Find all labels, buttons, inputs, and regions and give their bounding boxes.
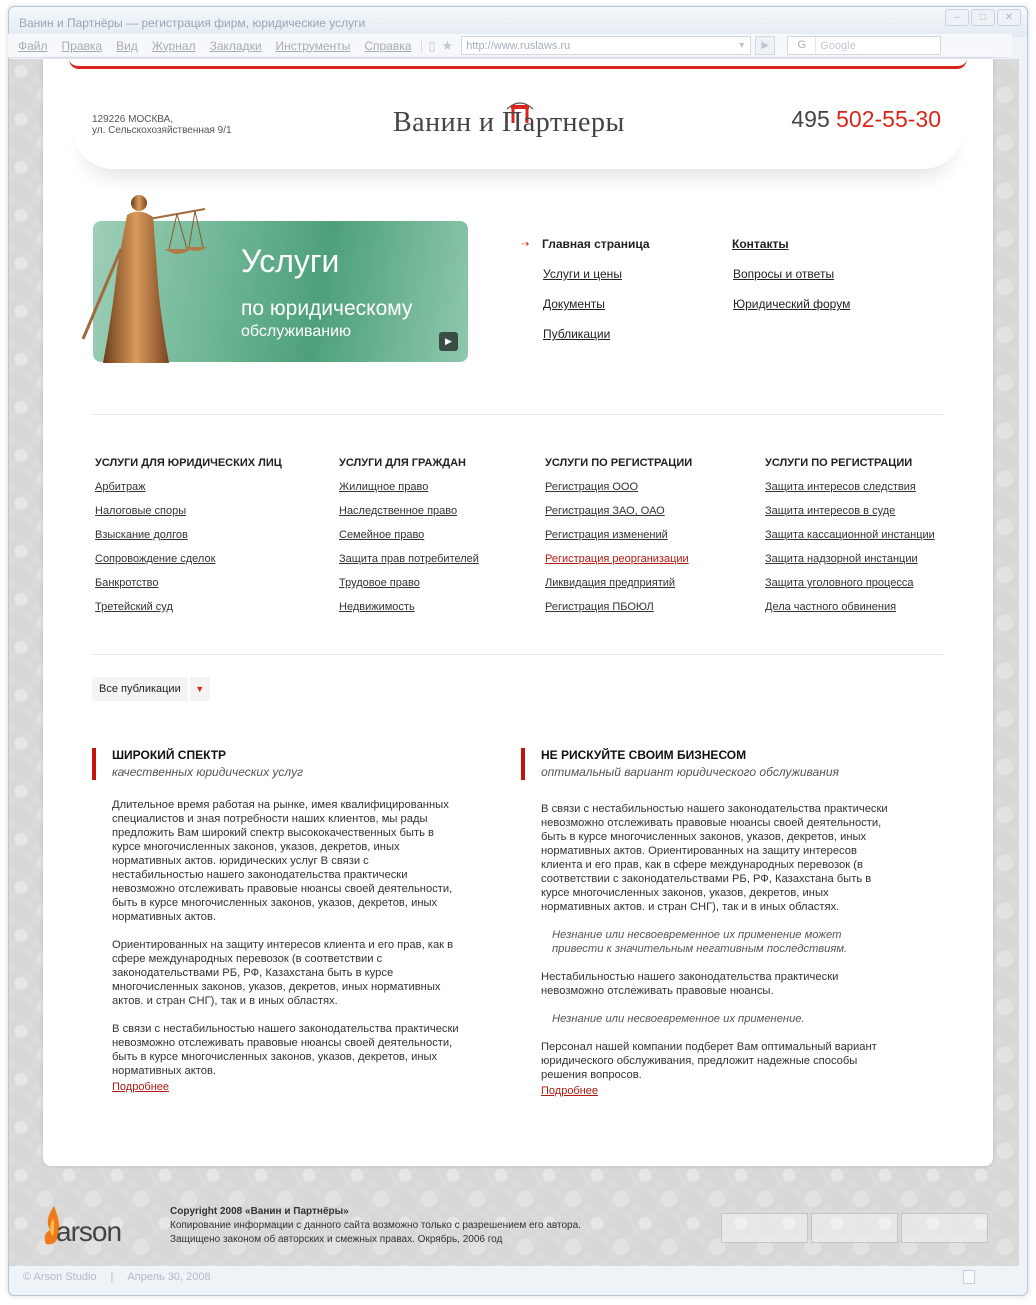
- close-button[interactable]: ✕: [997, 9, 1021, 26]
- status-credit: © Arson Studio: [23, 1271, 97, 1283]
- service-link[interactable]: Защита интересов следствия: [765, 481, 916, 493]
- status-separator: |: [110, 1271, 114, 1283]
- article-paragraph: Длительное время работая на рынке, имея квалифицированных специалистов и зная потребности наших клиентов, мы рады предложить Вам широкий спектр высококачественных быть в курсе многочисленных законов, указов, декретов, иных нормативных актов. юридических услуг В связи с нестабильностью нашего законодательства практически невозможно отслеживать правовые нюансы своей деятельности, быть в курсе многочисленных законов, указов, декретов, иных нормативных актов.: [112, 799, 453, 923]
- copyright-notice-2: Защищено законом об авторских и смежных правах. Окрябрь, 2006 год: [170, 1234, 503, 1245]
- status-date: Апрель 30, 2008: [127, 1271, 211, 1283]
- article-subtitle: оптимальный вариант юридического обслуживания: [541, 765, 839, 779]
- nav-services[interactable]: Услуги и цены: [543, 267, 622, 281]
- footer-banner-slot[interactable]: [721, 1213, 808, 1243]
- service-link[interactable]: Защита надзорной инстанции: [765, 553, 918, 565]
- article-title: НЕ РИСКУЙТЕ СВОИМ БИЗНЕСОМ: [541, 748, 747, 762]
- service-link[interactable]: Защита прав потребителей: [339, 553, 479, 565]
- service-link[interactable]: Трудовое право: [339, 577, 420, 589]
- services-column-defense: [765, 457, 935, 624]
- publications-select-label[interactable]: Все публикации: [92, 677, 188, 701]
- service-link[interactable]: Защита кассационной инстанции: [765, 529, 935, 541]
- logo-text: Ванин и Партнеры: [393, 107, 625, 138]
- service-link-hover[interactable]: Регистрация реорганизации: [545, 553, 689, 565]
- article-paragraph: Ориентированных на защиту интересов клиента и его прав, как в сфере международных перевозок (в соответствии с законодательствами РБ, РФ, Казахстана быть в курсе многочисленных законов, указов, декретов, иных нормативных актов. и стран СНГ), так и в иных областях.: [112, 939, 454, 1007]
- site-page: [43, 59, 993, 1166]
- title-bar: [9, 7, 1027, 37]
- service-link[interactable]: Жилищное право: [339, 481, 429, 493]
- arrow-right-icon: ⇢: [521, 239, 530, 250]
- services-column-legal: [95, 457, 282, 624]
- google-icon[interactable]: G: [788, 37, 816, 54]
- footer-copyright: [170, 1205, 581, 1247]
- banner-arrow-button[interactable]: ▶: [439, 332, 458, 351]
- service-link[interactable]: Защита интересов в суде: [765, 505, 896, 517]
- article-subtitle: качественных юридических услуг: [112, 765, 303, 779]
- service-link[interactable]: Защита уголовного процесса: [765, 577, 914, 589]
- service-link[interactable]: Взыскание долгов: [95, 529, 188, 541]
- service-link[interactable]: Банкротство: [95, 577, 159, 589]
- menu-help[interactable]: Справка: [364, 38, 412, 53]
- window-title: Ванин и Партнёры — регистрация фирм, юридические услуги: [19, 16, 366, 30]
- go-button[interactable]: ▶: [755, 36, 775, 55]
- service-link[interactable]: Регистрация ООО: [545, 481, 639, 493]
- article-paragraph: В связи с нестабильностью нашего законодательства практически невозможно отслеживать правовые нюансы своей деятельности, быть в курсе многочисленных законов, указов, декретов, иных нормативных актов.: [112, 1023, 459, 1077]
- menu-file[interactable]: Файл: [18, 38, 48, 53]
- page-icon[interactable]: ▯: [428, 37, 436, 53]
- article-paragraph: Нестабильностью нашего законодательства практически невозможно отслеживать правовые нюансы.: [541, 971, 839, 997]
- chevron-down-icon[interactable]: ▼: [737, 40, 747, 50]
- service-link[interactable]: Регистрация изменений: [545, 529, 668, 541]
- star-icon[interactable]: ★: [441, 37, 454, 53]
- article-quote: Незнание или несвоевременное их применение.: [552, 1013, 805, 1025]
- banner-title: Услуги: [241, 243, 340, 279]
- services-column-registration: [545, 457, 692, 624]
- divider: [92, 654, 943, 655]
- footer-banner-slot[interactable]: [811, 1213, 898, 1243]
- copyright-notice: Копирование информации с данного сайта возможно только с разрешением его автора.: [170, 1220, 581, 1231]
- service-link[interactable]: Третейский суд: [95, 601, 173, 613]
- service-link[interactable]: Наследственное право: [339, 505, 458, 517]
- service-link[interactable]: Регистрация ЗАО, ОАО: [545, 505, 665, 517]
- article-paragraph: Персонал нашей компании подберет Вам оптимальный вариант юридического обслуживания, предложит надежные способы решения вопросов.: [541, 1041, 877, 1081]
- service-link[interactable]: Налоговые споры: [95, 505, 187, 517]
- chevron-down-icon[interactable]: ▼: [190, 677, 210, 701]
- url-input[interactable]: [461, 36, 751, 55]
- column-title: УСЛУГИ ПО РЕГИСТРАЦИИ: [545, 457, 693, 469]
- column-title: УСЛУГИ ДЛЯ ГРАЖДАН: [339, 457, 467, 469]
- more-link[interactable]: Подробнее: [112, 1081, 170, 1093]
- menu-edit[interactable]: Правка: [61, 38, 103, 53]
- article-body: [541, 802, 891, 1098]
- menu-separator: [421, 39, 422, 53]
- nav-publications[interactable]: Публикации: [543, 327, 611, 341]
- status-bar: [9, 1266, 1019, 1288]
- article-accent-bar: [92, 748, 96, 780]
- service-link[interactable]: Недвижимость: [339, 601, 415, 613]
- menu-tools[interactable]: Инструменты: [275, 38, 351, 53]
- top-red-bar: [69, 59, 967, 69]
- nav-home[interactable]: Главная страница: [542, 237, 650, 251]
- banner-subtitle-2: обслуживанию: [241, 323, 352, 340]
- minimize-button[interactable]: –: [945, 9, 969, 26]
- article-quote: Незнание или несвоевременное их применение может привести к значительным негативным последствиям.: [552, 929, 848, 955]
- phone: 495 502-55-30: [791, 106, 941, 132]
- copyright-line: Copyright 2008 «Ванин и Партнёры»: [170, 1206, 349, 1217]
- article-title: ШИРОКИЙ СПЕКТР: [112, 748, 227, 762]
- site-logo[interactable]: [393, 97, 653, 145]
- publications-select[interactable]: [92, 677, 210, 701]
- nav-faq[interactable]: Вопросы и ответы: [733, 267, 835, 281]
- banner-subtitle: по юридическому: [241, 297, 413, 320]
- url-text: http://www.ruslaws.ru: [466, 39, 571, 52]
- service-link[interactable]: Регистрация ПБОЮЛ: [545, 601, 654, 613]
- menu-view[interactable]: Вид: [116, 38, 138, 53]
- service-link[interactable]: Дела частного обвинения: [765, 601, 897, 613]
- nav-documents[interactable]: Документы: [543, 297, 605, 311]
- menu-bookmarks[interactable]: Закладки: [209, 38, 262, 53]
- maximize-button[interactable]: □: [971, 9, 995, 26]
- search-placeholder: Google: [820, 39, 856, 52]
- nav-forum[interactable]: Юридический форум: [733, 297, 851, 311]
- service-link[interactable]: Сопровождение сделок: [95, 553, 216, 565]
- service-link[interactable]: Семейное право: [339, 529, 425, 541]
- article-accent-bar: [521, 748, 525, 780]
- footer-banner-slot[interactable]: [901, 1213, 988, 1243]
- divider: [92, 414, 943, 415]
- service-link[interactable]: Арбитраж: [95, 481, 146, 493]
- more-link[interactable]: Подробнее: [541, 1085, 599, 1097]
- article-paragraph: В связи с нестабильностью нашего законодательства практически невозможно отслеживать правовые нюансы своей деятельности, быть в курсе многочисленных законов, указов, декретов, иных нормативных актов. Ориентированных на защиту интересов клиента и его прав, как в сфере международных перевозок (в соответствии с законодательствами РБ, РФ, Казахстана быть в курсе многочисленных законов, указов, декретов, иных нормативных актов. и стран СНГ), так и в иных областях.: [541, 803, 888, 913]
- page-status-icon[interactable]: [963, 1270, 975, 1284]
- menu-history[interactable]: Журнал: [151, 38, 196, 53]
- search-input[interactable]: [787, 36, 941, 55]
- column-title: УСЛУГИ ПО РЕГИСТРАЦИИ: [765, 457, 913, 469]
- arson-logo-text: arson: [56, 1216, 122, 1247]
- service-link[interactable]: Ликвидация предприятий: [545, 577, 676, 589]
- nav-contacts[interactable]: Контакты: [732, 237, 789, 251]
- menu-bar: [8, 34, 1012, 58]
- article-body: [112, 798, 462, 1094]
- column-title: УСЛУГИ ДЛЯ ЮРИДИЧЕСКИХ ЛИЦ: [95, 457, 282, 469]
- footer-banners: [721, 1213, 988, 1243]
- services-column-citizens: [339, 457, 479, 624]
- address: 129226 МОСКВА, ул. Сельскохозяйственная 9/1: [92, 114, 232, 136]
- themis-statue-icon: [77, 189, 207, 365]
